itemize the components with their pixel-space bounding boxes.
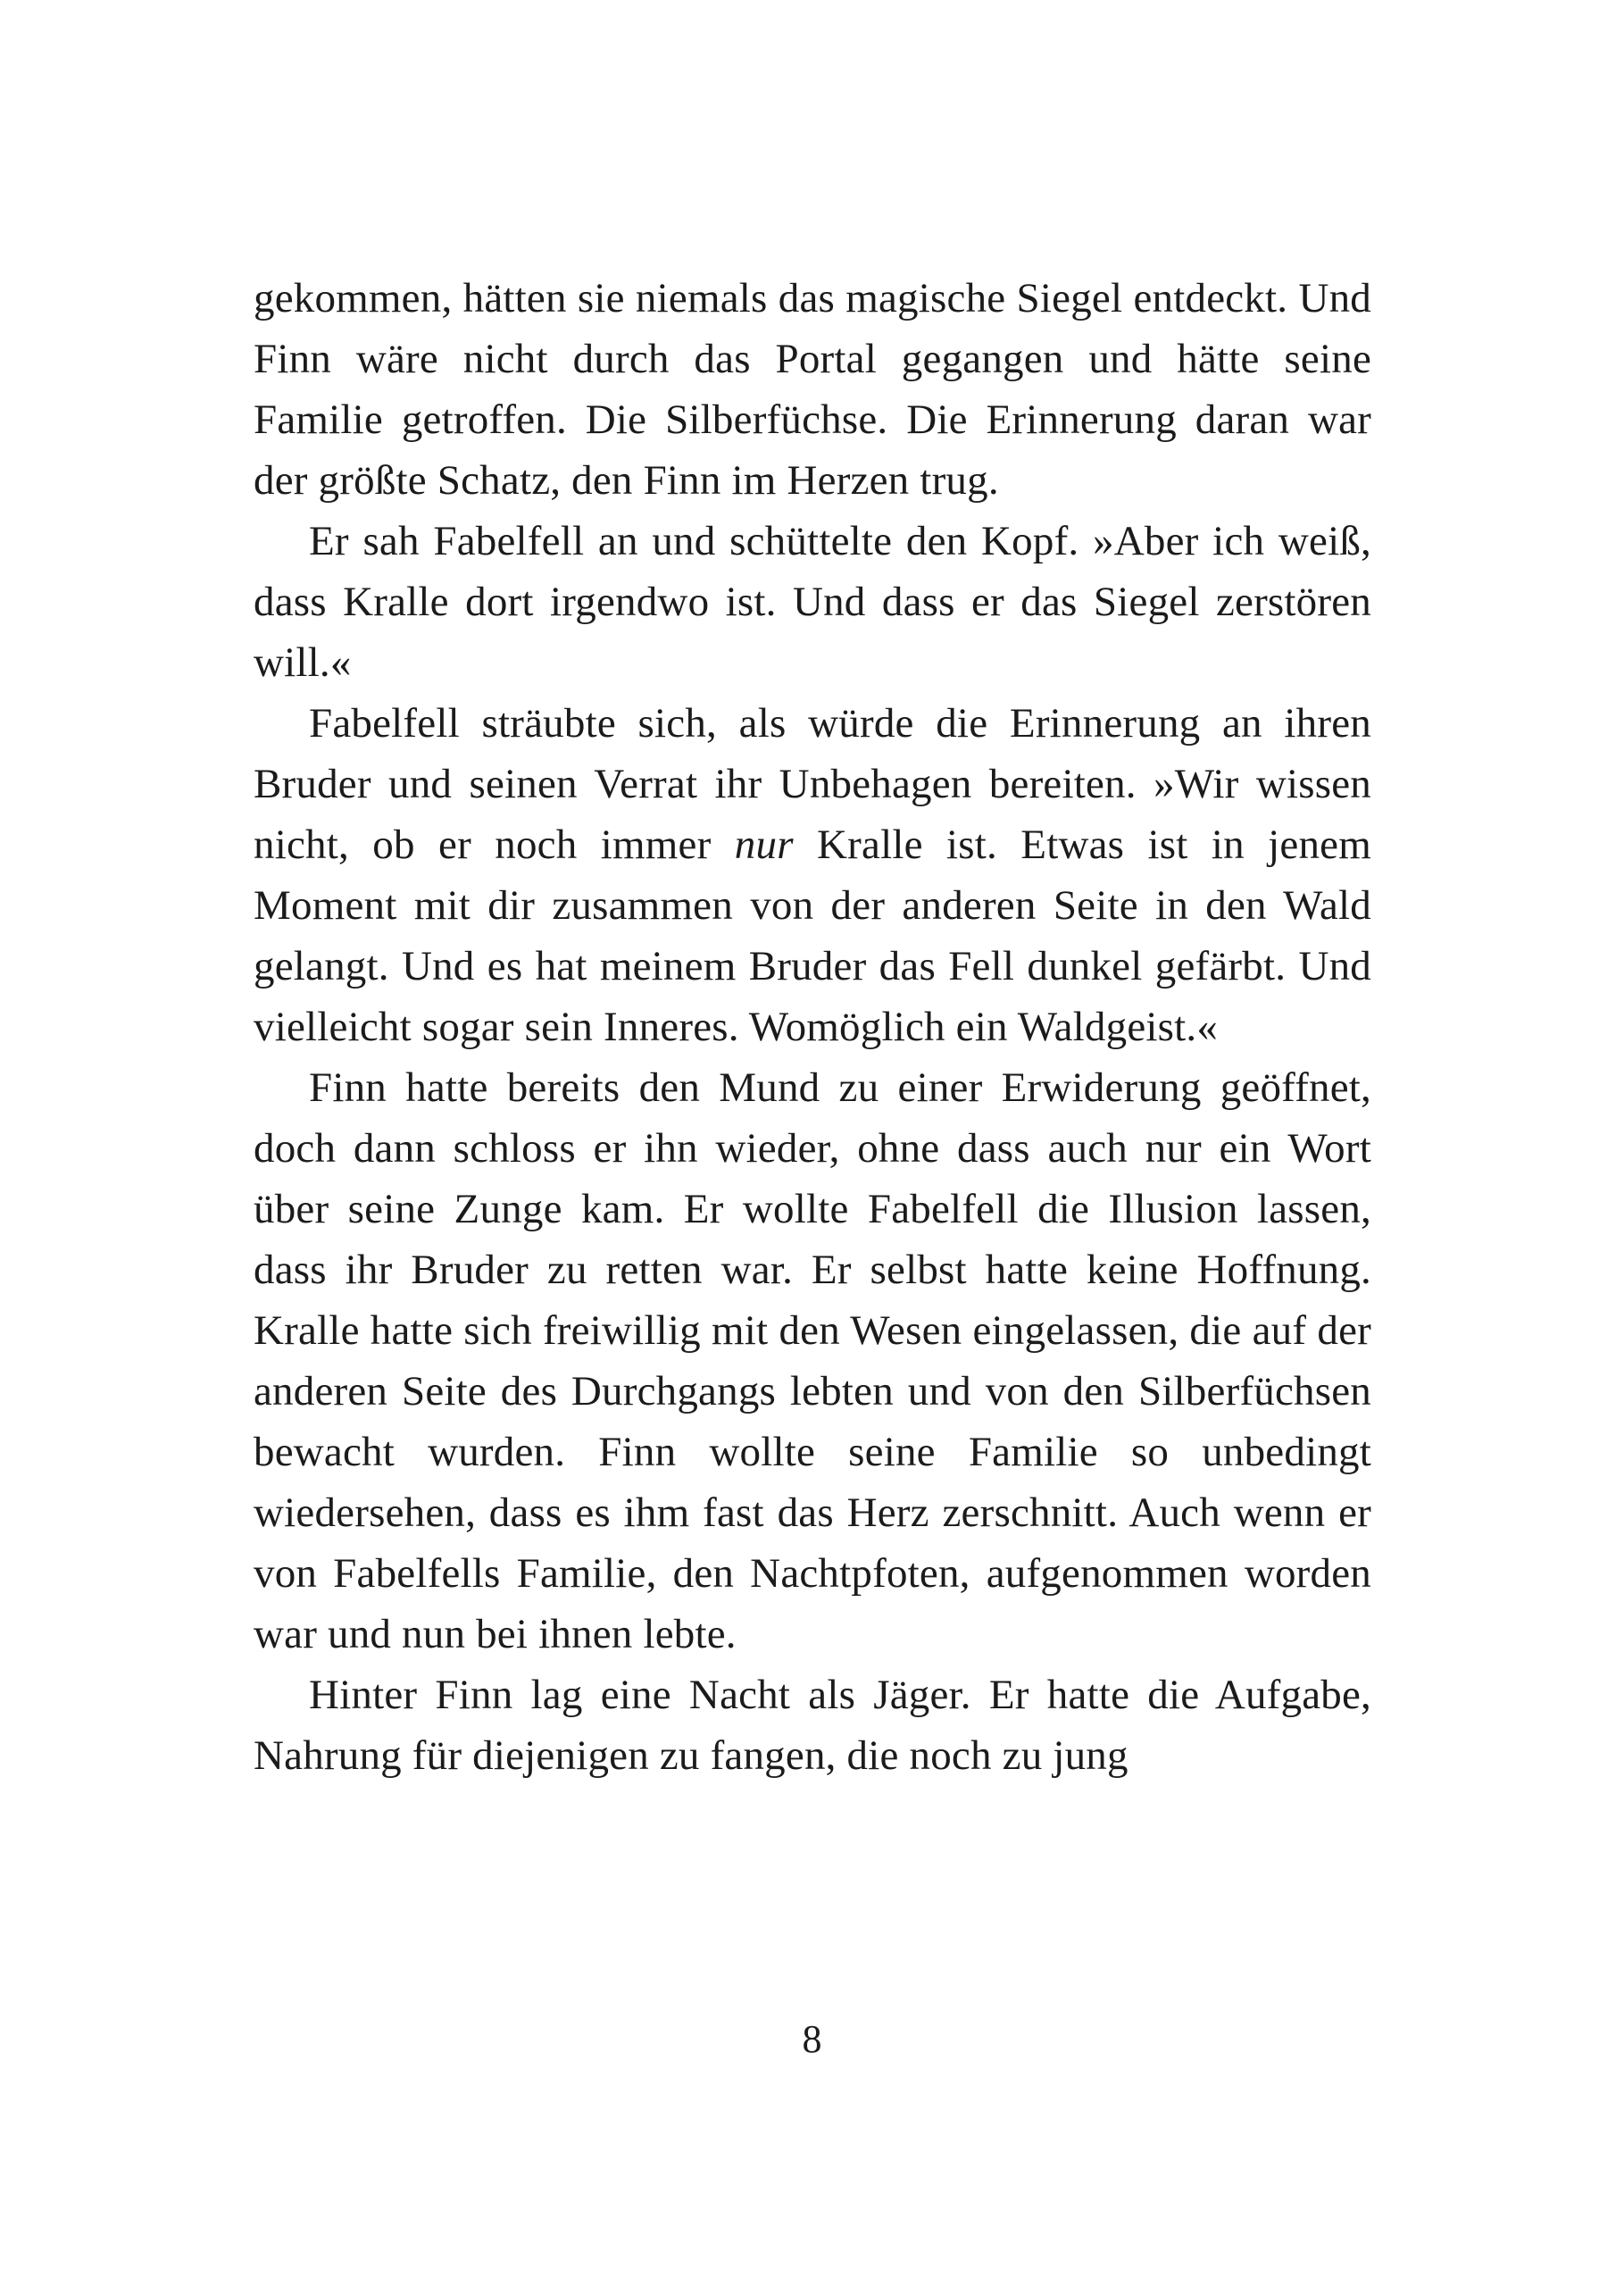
text-block [254, 268, 1371, 1786]
text-segment: Fabelfell sträubte sich, als würde die Erinnerung an ihren Bruder und seinen Verrat ihr Unbehagen bereiten. »Wir wissen nicht, ob er noch immer [254, 700, 1371, 868]
paragraph [254, 1057, 1371, 1665]
paragraph [254, 1665, 1371, 1786]
paragraph [254, 268, 1371, 511]
paragraph [254, 693, 1371, 1057]
page-number: 8 [802, 2017, 822, 2061]
italic-text: nur [734, 822, 794, 868]
text-segment: gekommen, hätten sie niemals das magische Siegel entdeckt. Und Finn wäre nicht durch das Portal gegangen und hätte seine Familie getroffen. Die Silberfüchse. Die Erinnerung daran war der größte Schatz, den Finn im Herzen trug. [254, 275, 1371, 504]
paragraph [254, 511, 1371, 693]
text-segment: Finn hatte bereits den Mund zu einer Erwiderung geöffnet, doch dann schloss er ihn wieder, ohne dass auch nur ein Wort über seine Zunge kam. Er wollte Fabelfell die Illusion lassen, dass ihr Bruder zu retten war. Er selbst hatte keine Hoffnung. Kralle hatte sich freiwillig mit den Wesen eingelassen, die auf der anderen Seite des Durchgangs lebten und von den Silberfüchsen bewacht wurden. Finn wollte seine Familie so unbedingt wiedersehen, dass es ihm fast das Herz zerschnitt. Auch wenn er von Fabelfells Familie, den Nachtpfoten, aufgenommen worden war und nun bei ihnen lebte. [254, 1064, 1371, 1657]
text-segment: Hinter Finn lag eine Nacht als Jäger. Er hatte die Aufgabe, Nahrung für diejenigen zu fangen, die noch zu jung [254, 1672, 1371, 1779]
text-segment: Er sah Fabelfell an und schüttelte den Kopf. »Aber ich weiß, dass Kralle dort irgendwo ist. Und dass er das Siegel zerstören will.« [254, 518, 1371, 686]
text-segment: Kralle ist. Etwas ist in jenem Moment mit dir zusammen von der anderen Seite in den Wald gelangt. Und es hat meinem Bruder das Fell dunkel gefärbt. Und vielleicht sogar sein Inneres. Womöglich ein Waldgeist.« [254, 822, 1371, 1050]
